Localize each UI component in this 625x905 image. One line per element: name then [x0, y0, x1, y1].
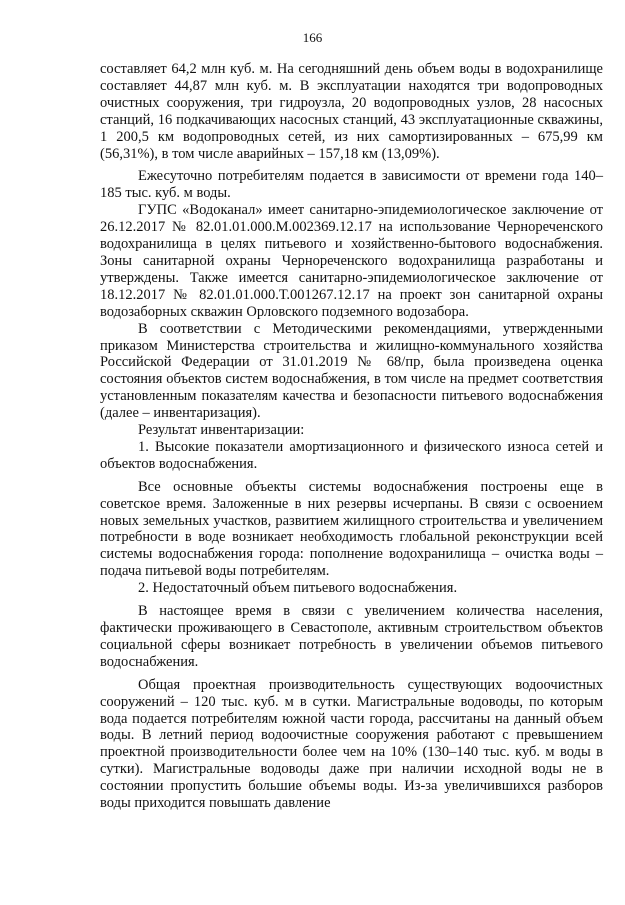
document-body	[100, 61, 603, 812]
paragraph-capacity: Общая проектная производительность существующих водоочистных сооружений – 120 тыс. куб. м в сутки. Магистральные водоводы, по которым вода подается потребителям южной части города, рассчитаны на данный объем воды. В летний период водоочистные сооружения работают с превышением проектной производительности более чем на 10% (130–140 тыс. куб. м воды в сутки). Магистральные водоводы даже при наличии исходной воды не в состоянии пропустить большие объемы воды. Из-за увеличившихся разборов воды приходится повышать давление	[100, 676, 603, 812]
paragraph-reservoir-volume: составляет 64,2 млн куб. м. На сегодняшний день объем воды в водохранилище составляет 44,87 млн куб. м. В эксплуатации находятся три водопроводных очистных сооружения, три гидроузла, 20 водопроводных узлов, 28 насосных станций, 16 подкачивающих насосных станций, 43 эксплуатационные скважины, 1 200,5 км водопроводных сетей, из них самортизированных – 675,99 км (56,31%), в том числе аварийных – 157,18 км (13,09%).	[100, 61, 603, 162]
paragraph-inventory-result: Результат инвентаризации:	[138, 422, 305, 439]
paragraph-inventory: В соответствии с Методическими рекомендациями, утвержденными приказом Министерства строительства и жилищно-коммунального хозяйства Российской Федерации от 31.01.2019 № 68/пр, была произведена оценка состояния объектов систем водоснабжения, в том числе на предмет соответствия установленным показателям качества и безопасности питьевого водоснабжения (далее – инвентаризация).	[100, 320, 603, 422]
paragraph-item-2: 2. Недостаточный объем питьевого водоснабжения.	[138, 580, 458, 597]
paragraph-sanitary-conclusion: ГУПС «Водоканал» имеет санитарно-эпидемиологическое заключение от 26.12.2017 № 82.01.01.000.М.002369.12.17 на использование Чернореченского водохранилища в целях питьевого и хозяйственно-бытового водоснабжения. Зоны санитарной охраны Чернореченского водохранилища разработаны и утверждены. Также имеется санитарно-эпидемиологическое заключение от 18.12.2017 № 82.01.01.000.Т.001267.12.17 на проект зон санитарной охраны водозаборных скважин Орловского подземного водозабора.	[100, 202, 603, 320]
paragraph-soviet-era: Все основные объекты системы водоснабжения построены еще в советское время. Заложенные в них резервы исчерпаны. В связи с освоением новых земельных участков, развитием жилищного строительства и увеличением потребности в воде возникает необходимость глобальной реконструкции всей системы водоснабжения города: пополнение водохранилища – очистка воды – подача питьевой воды потребителям.	[100, 478, 603, 580]
paragraph-daily-supply: Ежесуточно потребителям подается в зависимости от времени года 140–185 тыс. куб. м воды.	[100, 168, 603, 202]
page-number: 166	[302, 30, 323, 45]
paragraph-population-growth: В настоящее время в связи с увеличением количества населения, фактически проживающего в Севастополе, активным строительством объектов социальной сферы возникает потребность в увеличении объемов питьевого водоснабжения.	[100, 603, 603, 670]
paragraph-item-1: 1. Высокие показатели амортизационного и физического износа сетей и объектов водоснабжения.	[100, 438, 603, 472]
